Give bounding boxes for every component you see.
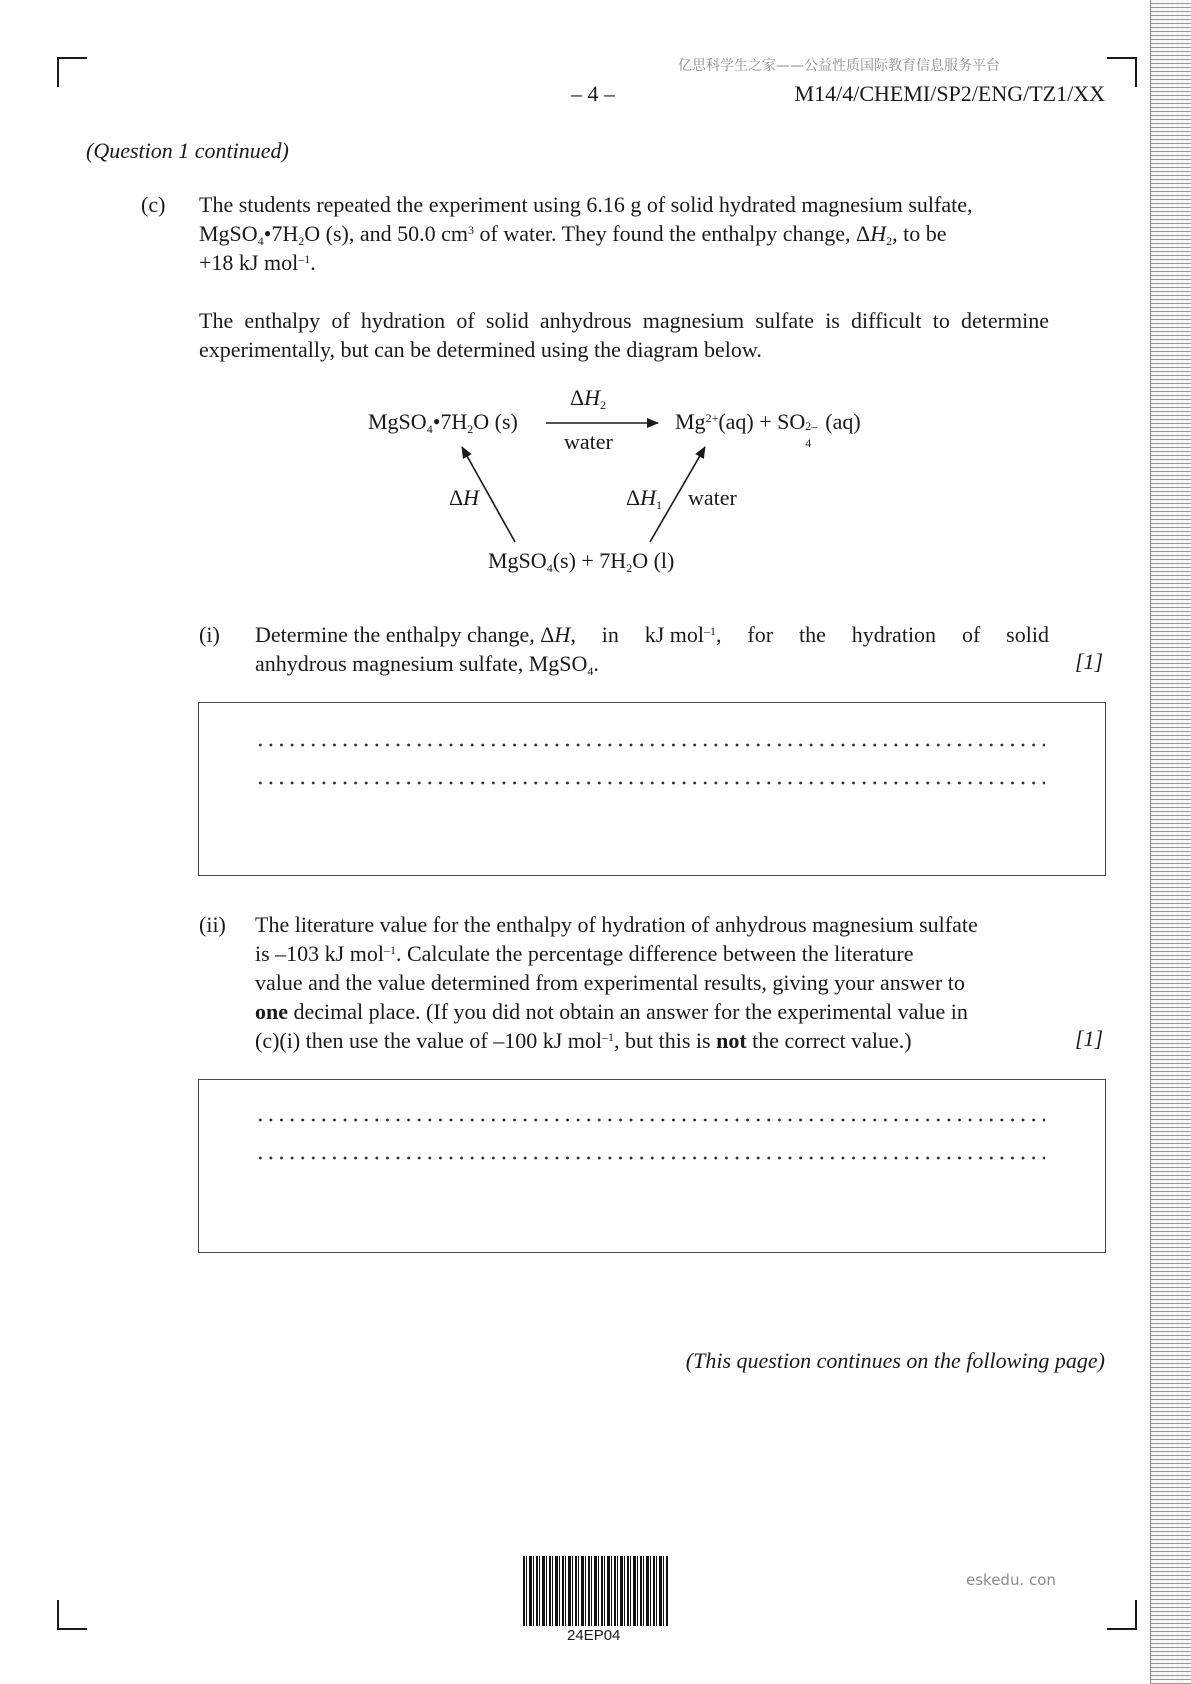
site-watermark: eskedu. con	[966, 1571, 1056, 1589]
part-c-paragraph-2: The enthalpy of hydration of solid anhydrous magnesium sulfate is difficult to determine experimentally, but can be determined using the diagram below.	[199, 308, 1049, 362]
sub-ii-text	[255, 910, 1049, 1055]
enthalpy-cycle-diagram	[360, 385, 900, 590]
sub-i-line-1: Determine the enthalpy change, ΔH, in kJ mol$^{-1}$, for the hydration of solid	[255, 622, 1049, 647]
diagram-top-arrow-condition: water	[564, 429, 613, 454]
part-c-line-1: The students repeated the experiment using 6.16 g of solid hydrated magnesium sulfate,	[199, 192, 973, 217]
sub-i-line-2: anhydrous magnesium sulfate, MgSO$_4$.	[255, 651, 599, 678]
diagram-left-arrow-label: ΔH	[449, 485, 480, 510]
paper-code: M14/4/CHEMI/SP2/ENG/TZ1/XX	[794, 81, 1105, 106]
diagram-right-arrow-condition: water	[688, 485, 737, 510]
diagram-right-arrow-label: $\Delta H_1$	[626, 485, 663, 512]
sub-ii-line-5: (c)(i) then use the value of –100 kJ mol$^{-1}$, but this is not the correct value.)	[255, 1028, 912, 1053]
crop-mark-bottom-left	[57, 1600, 87, 1630]
page-number: – 4 –	[571, 81, 615, 106]
answer-line-1	[255, 743, 1045, 747]
crop-mark-top-right	[1107, 57, 1137, 87]
sub-i-label: (i)	[199, 622, 220, 647]
answer-box-ii[interactable]	[198, 1079, 1106, 1253]
barcode	[523, 1556, 669, 1626]
sub-ii-line-2: is –103 kJ mol$^{-1}$. Calculate the percentage difference between the literature	[255, 941, 914, 966]
sub-ii-line-1: The literature value for the enthalpy of hydration of anhydrous magnesium sulfate	[255, 912, 978, 937]
sub-ii-line-4: one decimal place. (If you did not obtain an answer for the experimental value in	[255, 999, 968, 1024]
answer-line-2	[255, 1156, 1045, 1160]
sub-i-marks: [1]	[1075, 649, 1104, 674]
crop-mark-bottom-right	[1107, 1600, 1137, 1630]
diagram-bottom-species: MgSO$_4$(s) + $7H_2O$ (l)	[488, 548, 675, 575]
part-c-line-2: $MgSO_4•7H_2O$ (s), and 50.0 $cm^3$ of water. They found the enthalpy change, $\Delta H_2$, to be	[199, 221, 947, 248]
barcode-label: 24EP04	[567, 1627, 621, 1644]
crop-mark-top-left	[57, 57, 87, 87]
sub-ii-marks: [1]	[1075, 1026, 1104, 1051]
part-c-paragraph-1	[199, 190, 1049, 277]
answer-line-2	[255, 781, 1045, 785]
diagram-right-species: $Mg^{2+}(aq)$ + SO 2– 4 (aq)	[675, 409, 861, 450]
answer-box-i[interactable]	[198, 702, 1106, 876]
diagram-left-species: $MgSO_4•7H_2O$ (s)	[368, 409, 518, 436]
answer-line-1	[255, 1118, 1045, 1122]
page-edge-strip	[1150, 0, 1191, 1684]
diagram-top-arrow-label: $\Delta H_2$	[570, 385, 607, 412]
sub-i-text	[255, 620, 1049, 678]
sub-ii-label: (ii)	[199, 912, 226, 937]
header-watermark: 亿思科学生之家——公益性质国际教育信息服务平台	[678, 58, 1000, 74]
part-c-label: (c)	[141, 192, 166, 217]
part-c-line-3: +18 kJ mol$^{-1}$.	[199, 250, 316, 275]
question-continued-label: (Question 1 continued)	[86, 138, 289, 163]
continues-label: (This question continues on the following page)	[685, 1348, 1105, 1373]
sub-ii-line-3: value and the value determined from experimental results, giving your answer to	[255, 970, 965, 995]
